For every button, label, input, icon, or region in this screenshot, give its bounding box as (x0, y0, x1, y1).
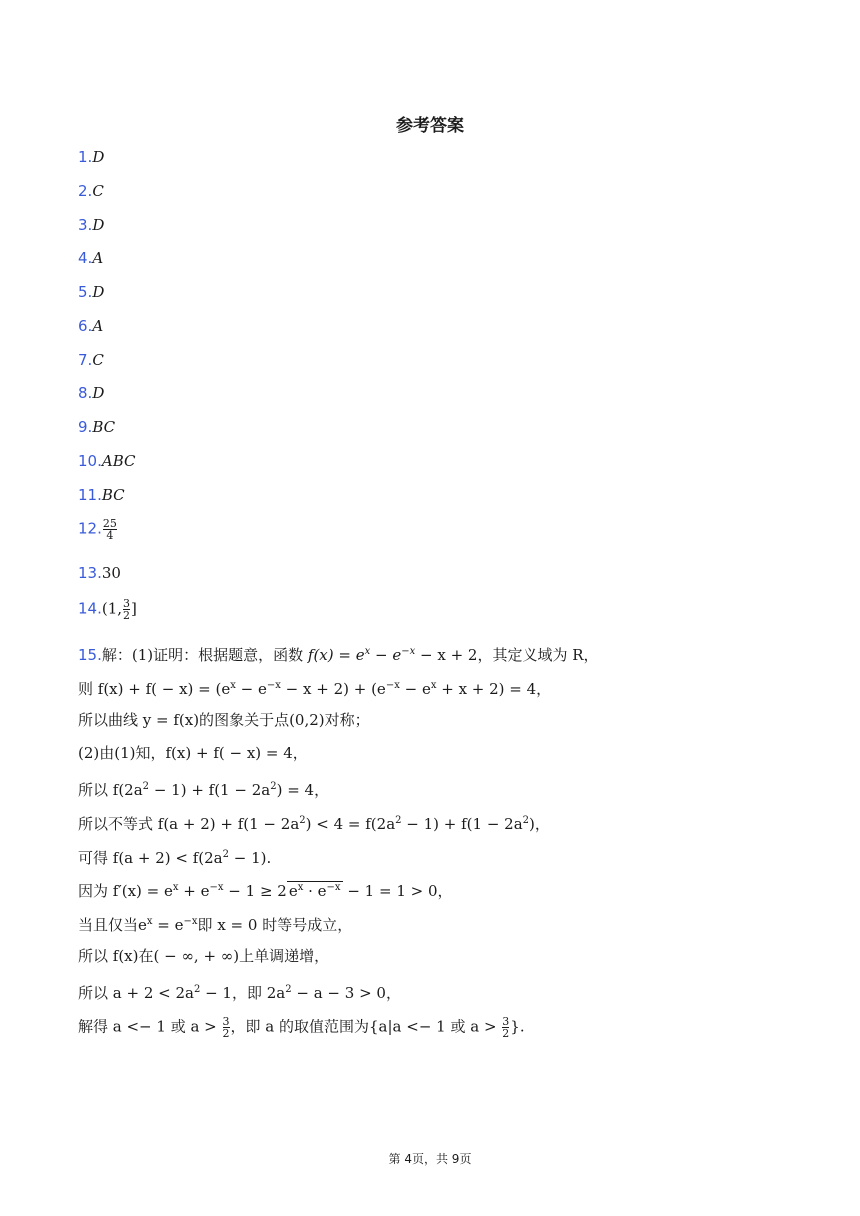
solution-line: 15.解：(1)证明：根据题意，函数 $f(x) = e^x - e^{-x} - x + 2$，其定义域为 R， (78, 646, 599, 664)
answer-item: 3.D (78, 216, 105, 234)
answer-item: 13.30 (78, 564, 121, 582)
answer-item: 1.D (78, 148, 105, 166)
fraction: $\frac{3}{2}$ (123, 597, 131, 622)
solution-line: 则 $f(x) + f( - x) = (e^x - e^{-x} - x + 2) + (e^{-x} - e^x + x + 2) = 4$， (78, 680, 552, 698)
answer-item: 11.BC (78, 486, 125, 504)
solution-line: 所以不等式 $f(a + 2) + f(1 - 2a^2) < 4 = f(2a^2 - 1) + f(1 - 2a^2)$， (78, 815, 550, 833)
answer-item: 7.C (78, 351, 104, 369)
solution-line: 所以曲线 y = f(x)的图象关于点(0,2)对称； (78, 711, 370, 729)
solution-line: 因为 $f'(x) = e^x + e^{-x} - 1 \ge 2$ $e^x \cdot e^{-x} - 1 = 1 > 0$， (78, 882, 453, 900)
solution-line: 可得 $f(a + 2) < f(2a^2 - 1)$. (78, 849, 272, 867)
solution-line: 所以 f(x)在( − ∞, + ∞)上单调递增， (78, 947, 330, 965)
solution-line: 当且仅当$e^x = e^{-x}$即 x = 0 时等号成立， (78, 916, 353, 934)
answer-item: 8.D (78, 384, 105, 402)
answer-item: 6.A (78, 317, 104, 335)
answer-item: 12. $\frac{25}{4}$ (78, 517, 117, 542)
solution-line: 所以 $f(2a^2 - 1) + f(1 - 2a^2) = 4$， (78, 781, 330, 799)
answer-item: 2.C (78, 182, 104, 200)
answer-item: 10.ABC (78, 452, 136, 470)
sqrt: $e^x \cdot e^{-x}$ (288, 882, 341, 900)
page-title: 参考答案 (396, 116, 464, 136)
answer-item: 5.D (78, 283, 105, 301)
fraction: $\frac{25}{4}$ (102, 517, 117, 542)
answer-item: 9.BC (78, 418, 116, 436)
solution-line: (2)由(1)知，f(x) + f( − x) = 4， (78, 744, 308, 762)
fraction: $\frac{3}{2}$ (222, 1015, 230, 1040)
solution-line: 解得 a <− 1 或 a > $\frac{3}{2}$ ，即 a 的取值范围为{a|a <− 1 或 a > $\frac{3}{2}$ }. (78, 1015, 525, 1040)
page-footer: 第 4页，共 9页 (388, 1152, 472, 1166)
solution-line: 所以 $a + 2 < 2a^2 - 1$，即 $2a^2 - a - 3 > 0$， (78, 984, 401, 1002)
answer-item: 14.(1, $\frac{3}{2}$ ] (78, 597, 137, 622)
answer-item: 4.A (78, 249, 104, 267)
fraction: $\frac{3}{2}$ (502, 1015, 510, 1040)
